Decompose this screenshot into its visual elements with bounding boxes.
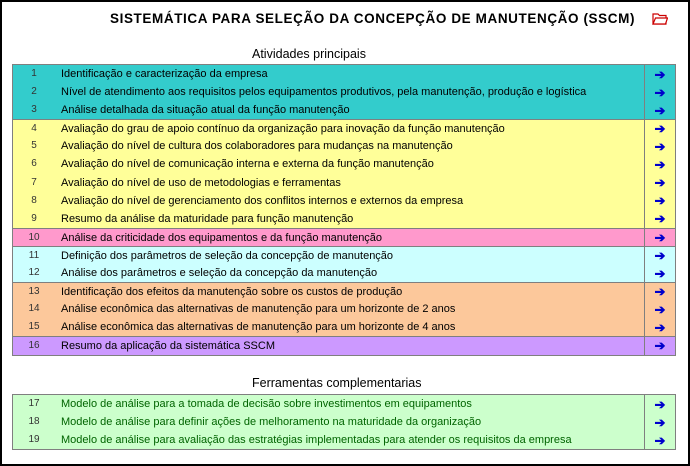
activity-number: 3: [31, 104, 37, 116]
activity-label: Identificação dos efeitos da manutenção sobre os custos de produção: [61, 286, 403, 299]
activity-label: Avaliação do nível de uso de metodologias e ferramentas: [61, 176, 341, 189]
main-activities-table: [12, 64, 676, 356]
activity-label: Modelo de análise para avaliação das estratégias implementadas para atender os requisitos da empresa: [61, 434, 572, 447]
go-button[interactable]: [644, 192, 675, 210]
activity-number: 11: [28, 249, 40, 261]
section-title-main: Atividades principais: [252, 47, 366, 61]
activity-row: [13, 318, 675, 336]
activity-number: 5: [31, 140, 37, 152]
go-button[interactable]: [644, 247, 675, 264]
activity-label: Modelo de análise para a tomada de decisão sobre investimentos em equipamentos: [61, 398, 472, 410]
activity-row: [13, 413, 675, 431]
activity-label: Resumo da análise da maturidade para função manutenção: [61, 212, 354, 225]
arrow-right-icon[interactable]: ➔: [654, 175, 666, 191]
arrow-right-icon[interactable]: ➔: [654, 66, 666, 82]
activity-number: 12: [28, 267, 40, 279]
go-button[interactable]: [644, 101, 675, 119]
page-title: SISTEMÁTICA PARA SELEÇÃO DA CONCEPÇÃO DE MANUTENÇÃO (SSCM): [110, 11, 636, 26]
go-button[interactable]: [644, 395, 675, 413]
arrow-right-icon[interactable]: ➔: [654, 432, 666, 448]
activity-row: [13, 264, 675, 282]
activity-row: [13, 65, 675, 83]
go-button[interactable]: [644, 83, 675, 101]
arrow-right-icon[interactable]: ➔: [654, 157, 666, 173]
activity-number: 14: [28, 303, 40, 315]
activity-label: Resumo da aplicação da sistemática SSCM: [61, 340, 275, 353]
section-title-tools: Ferramentas complementarias: [252, 376, 422, 390]
activity-number: 1: [31, 68, 37, 79]
activity-label: Avaliação do nível de comunicação interna e externa da função manutenção: [61, 158, 434, 171]
go-button[interactable]: [644, 337, 675, 354]
arrow-right-icon[interactable]: ➔: [654, 396, 666, 412]
activity-row: [13, 336, 675, 354]
go-button[interactable]: [644, 318, 675, 336]
activity-number: 8: [31, 194, 37, 206]
go-button[interactable]: [644, 120, 675, 137]
go-button[interactable]: [644, 264, 675, 282]
activity-number: 2: [31, 86, 37, 98]
activity-label: Avaliação do grau de apoio contínuo da organização para inovação da função manutenção: [61, 123, 505, 136]
arrow-right-icon[interactable]: ➔: [654, 211, 666, 227]
activity-row: [13, 192, 675, 210]
activity-label: Avaliação do nível de cultura dos colaboradores para mudanças na manutenção: [61, 140, 453, 153]
arrow-right-icon[interactable]: ➔: [654, 301, 666, 317]
activity-label: Definição dos parâmetros de seleção da concepção de manutenção: [61, 249, 394, 262]
activity-label: Análise dos parâmetros e seleção da concepção da manutenção: [61, 267, 378, 280]
go-button[interactable]: [644, 283, 675, 300]
go-button[interactable]: [644, 65, 675, 83]
arrow-right-icon[interactable]: ➔: [654, 84, 666, 100]
tools-table: [12, 394, 676, 450]
activity-row: [13, 83, 675, 101]
activity-row: [13, 174, 675, 192]
activity-row: [13, 210, 675, 228]
activity-number: 19: [28, 434, 40, 446]
arrow-right-icon[interactable]: ➔: [654, 284, 666, 300]
arrow-right-icon[interactable]: ➔: [654, 138, 666, 154]
activity-row: [13, 300, 675, 318]
arrow-right-icon[interactable]: ➔: [654, 121, 666, 137]
activity-number: 4: [31, 123, 37, 135]
activity-row: [13, 228, 675, 246]
activity-row: [13, 431, 675, 449]
activity-label: Modelo de análise para definir ações de melhoramento na maturidade da organização: [61, 416, 482, 429]
arrow-right-icon[interactable]: ➔: [654, 229, 666, 245]
go-button[interactable]: [644, 431, 675, 449]
activity-number: 10: [28, 231, 40, 243]
activity-number: 13: [28, 286, 40, 298]
arrow-right-icon[interactable]: ➔: [654, 193, 666, 209]
activity-row: [13, 137, 675, 155]
activity-number: 9: [31, 212, 37, 224]
go-button[interactable]: [644, 300, 675, 318]
arrow-right-icon[interactable]: ➔: [654, 338, 666, 354]
activity-row: [13, 119, 675, 137]
arrow-right-icon[interactable]: ➔: [654, 102, 666, 118]
activity-row: [13, 282, 675, 300]
activity-label: Análise econômica das alternativas de manutenção para um horizonte de 4 anos: [61, 321, 456, 334]
activity-number: 16: [28, 340, 40, 352]
activity-row: [13, 246, 675, 264]
arrow-right-icon[interactable]: ➔: [654, 414, 666, 430]
activity-label: Avaliação do nível de gerenciamento dos conflitos internos e externos da empresa: [61, 194, 464, 207]
go-button[interactable]: [644, 229, 675, 246]
activity-number: 7: [31, 176, 37, 188]
activity-number: 17: [28, 398, 40, 409]
activity-label: Análise da criticidade dos equipamentos e da função manutenção: [61, 231, 383, 244]
activity-label: Análise detalhada da situação atual da função manutenção: [61, 104, 350, 117]
activity-label: Nível de atendimento aos requisitos pelos equipamentos produtivos, pela manutenção, produção e logística: [61, 86, 587, 99]
activity-row: [13, 101, 675, 119]
activity-label: Análise econômica das alternativas de manutenção para um horizonte de 2 anos: [61, 303, 456, 316]
go-button[interactable]: [644, 174, 675, 192]
activity-row: [13, 395, 675, 413]
arrow-right-icon[interactable]: ➔: [654, 265, 666, 281]
activity-label: Identificação e caracterização da empresa: [61, 68, 268, 80]
activity-number: 18: [28, 416, 40, 428]
arrow-right-icon[interactable]: ➔: [654, 247, 666, 263]
go-button[interactable]: [644, 155, 675, 173]
activity-number: 15: [28, 321, 40, 333]
activity-number: 6: [31, 158, 37, 170]
go-button[interactable]: [644, 413, 675, 431]
go-button[interactable]: [644, 210, 675, 228]
activity-row: [13, 155, 675, 173]
arrow-right-icon[interactable]: ➔: [654, 319, 666, 335]
folder-icon[interactable]: [652, 12, 668, 25]
go-button[interactable]: [644, 137, 675, 155]
